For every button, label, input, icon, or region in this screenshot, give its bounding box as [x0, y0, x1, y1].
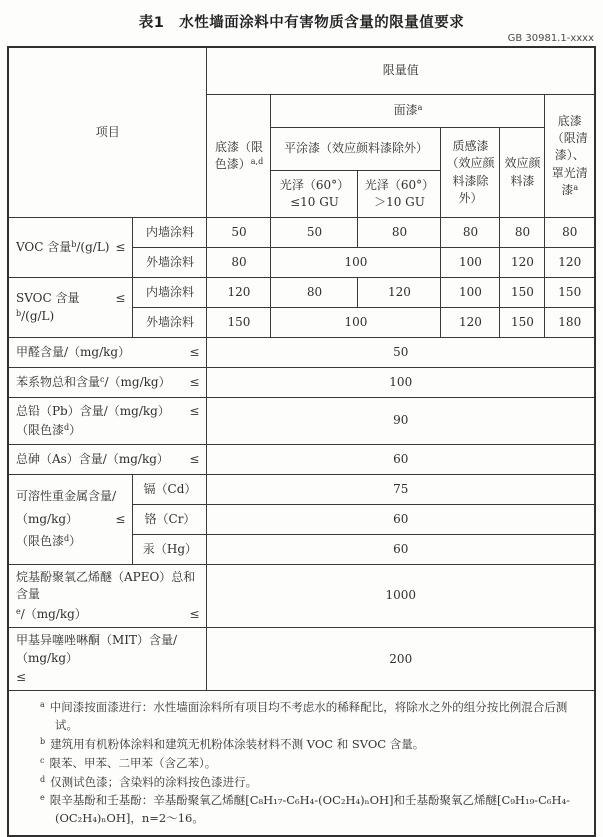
value-cell: 150 [500, 308, 545, 338]
header-item: 项目 [8, 47, 207, 218]
header-topcoat [271, 95, 545, 128]
footnote-marker: e [39, 793, 45, 803]
footnote-marker: d [63, 534, 70, 544]
row-label-svoc [8, 278, 133, 338]
value-cell: 150 [207, 308, 271, 338]
row-label-apeo [8, 565, 207, 628]
limits-table [7, 46, 596, 837]
sub-label-exterior: 外墙涂料 [133, 308, 207, 338]
value-cell: 1000 [207, 565, 595, 628]
row-label-lead: 总铅（Pb）含量/（mg/kg） ≤ （限色漆$^d$） [8, 398, 207, 445]
less-equal-symbol: ≤ [115, 291, 126, 306]
svoc-label: SVOC 含量$^b$/(g/L) [15, 291, 80, 323]
row-label-voc [8, 218, 133, 278]
value-cell: 90 [207, 398, 595, 445]
footnote-d: $^d$ 仅测试色漆；含染料的涂料按色漆进行。 [39, 774, 258, 789]
value-cell: 75 [207, 475, 595, 505]
header-gloss-high: 光泽（60°）＞10 GU [358, 171, 441, 218]
value-cell: 80 [441, 218, 500, 248]
header-gloss-low: 光泽（60°）≤10 GU [271, 171, 358, 218]
footnote-b: $^b$ 建筑用有机粉体涂料和建筑无机粉体涂装材料不测 VOC 和 SVOC 含量。 [39, 736, 425, 751]
footnote-c: $^c$ 限苯、甲苯、二甲苯（含乙苯）。 [39, 755, 217, 770]
sub-label-interior: 内墙涂料 [133, 218, 207, 248]
heavy-metals-line1: 可溶性重金属含量/ [15, 489, 117, 504]
value-cell: 120 [441, 308, 500, 338]
page-title: 表1 水性墙面涂料中有害物质含量的限量值要求 [138, 15, 465, 31]
header-primer-clear-text: 底漆（限清漆）、罩光清漆 [551, 113, 588, 198]
heavy-metals-restriction: （限色漆$^d$） [15, 534, 82, 549]
apeo-line2: $^e$/（mg/kg） ≤ [16, 606, 200, 623]
header-effect-pigment-coating: 效应颜料漆 [500, 128, 545, 218]
sub-label-cadmium: 镉（Cd） [133, 475, 207, 505]
less-equal-symbol: ≤ [115, 239, 126, 254]
value-cell: 50 [207, 338, 595, 368]
less-equal-symbol: ≤ [189, 344, 200, 359]
value-cell: 100 [441, 248, 500, 278]
footnote-e: $^e$ 限辛基酚和壬基酚：辛基酚聚氧乙烯醚[C₈H₁₇-C₆H₄-(OC₂H₄)ₙOH]和壬基酚聚氧乙烯醚[C₉H₁₉-C₆H₄-(OC₂H₄)ₙOH]，n=2～16。 [39, 793, 570, 826]
value-cell: 120 [358, 278, 441, 308]
value-cell: 120 [500, 248, 545, 278]
benzene-label: 苯系物总和含量$^c$/（mg/kg） [15, 374, 171, 389]
value-cell: 60 [207, 535, 595, 565]
header-flat-coating: 平涂漆（效应颜料漆除外） [271, 128, 441, 171]
footnote-marker: c [99, 374, 105, 384]
value-cell: 120 [545, 248, 595, 278]
footnote-marker: b [71, 239, 77, 249]
footnote-marker: a [573, 183, 579, 193]
value-cell: 80 [207, 248, 271, 278]
row-label-benzene [8, 368, 207, 398]
less-equal-symbol: ≤ [189, 451, 200, 466]
less-equal-symbol: ≤ [189, 403, 200, 418]
value-cell: 60 [207, 445, 595, 475]
header-primer-clear [545, 95, 595, 218]
standard-ref: GB 30981.1-xxxx [507, 33, 594, 44]
sub-label-chromium: 铬（Cr） [133, 505, 207, 535]
value-cell: 100 [271, 308, 441, 338]
heavy-metals-line2: （mg/kg） ≤ [16, 511, 126, 528]
value-cell: 150 [545, 278, 595, 308]
value-cell: 150 [500, 278, 545, 308]
footnote-marker: b [15, 308, 22, 318]
lead-restriction: （限色漆$^d$） [15, 423, 82, 437]
value-cell: 50 [271, 218, 358, 248]
less-equal-symbol: ≤ [189, 374, 200, 389]
footnote-marker: d [63, 423, 70, 432]
footnote-marker: a,d [250, 157, 264, 166]
sub-label-interior: 内墙涂料 [133, 278, 207, 308]
sub-label-exterior: 外墙涂料 [133, 248, 207, 278]
value-cell: 80 [545, 218, 595, 248]
header-primer-color [207, 95, 271, 218]
row-label-heavy-metals [8, 475, 133, 565]
header-topcoat-text: 面漆 [393, 103, 418, 118]
less-equal-symbol: ≤ [189, 606, 200, 621]
row-label-mit [8, 628, 207, 691]
value-cell: 60 [207, 505, 595, 535]
value-cell: 200 [207, 628, 595, 691]
footnotes-section [8, 691, 595, 836]
footnote-a: $^a$ 中间漆按面漆进行：水性墙面涂料所有项目均不考虑水的稀释配比，将除水之外的组分按比例混合后测试。 [39, 700, 568, 733]
row-label-arsenic: 总砷（As）含量/（mg/kg） ≤ [8, 445, 207, 475]
footnote-marker: a [39, 700, 45, 710]
less-equal-symbol: ≤ [15, 669, 27, 684]
mit-line1: 甲基异噻唑啉酮（MIT）含量/（mg/kg） [15, 633, 178, 665]
value-cell: 50 [207, 218, 271, 248]
footnote-marker: e [15, 606, 21, 616]
footnote-marker: b [39, 736, 46, 746]
voc-label: VOC 含量$^b$/(g/L) [15, 239, 110, 254]
footnote-marker: d [39, 774, 46, 784]
value-cell: 180 [545, 308, 595, 338]
header-texture-coating: 质感漆（效应颜料漆除外） [441, 128, 500, 218]
footnote-marker: c [39, 755, 45, 765]
footnote-marker: a [417, 103, 423, 113]
value-cell: 80 [271, 278, 358, 308]
less-equal-symbol: ≤ [115, 511, 126, 526]
header-limit-value: 限量值 [207, 47, 595, 95]
sub-label-mercury: 汞（Hg） [133, 535, 207, 565]
value-cell: 120 [207, 278, 271, 308]
header-primer-color-text: 底漆（限色漆） [214, 139, 263, 171]
value-cell: 80 [358, 218, 441, 248]
value-cell: 100 [441, 278, 500, 308]
row-label-formaldehyde: 甲醛含量/（mg/kg） ≤ [8, 338, 207, 368]
value-cell: 100 [271, 248, 441, 278]
value-cell: 100 [207, 368, 595, 398]
value-cell: 80 [500, 218, 545, 248]
apeo-line1: 烷基酚聚氧乙烯醚（APEO）总和含量 [15, 570, 196, 602]
